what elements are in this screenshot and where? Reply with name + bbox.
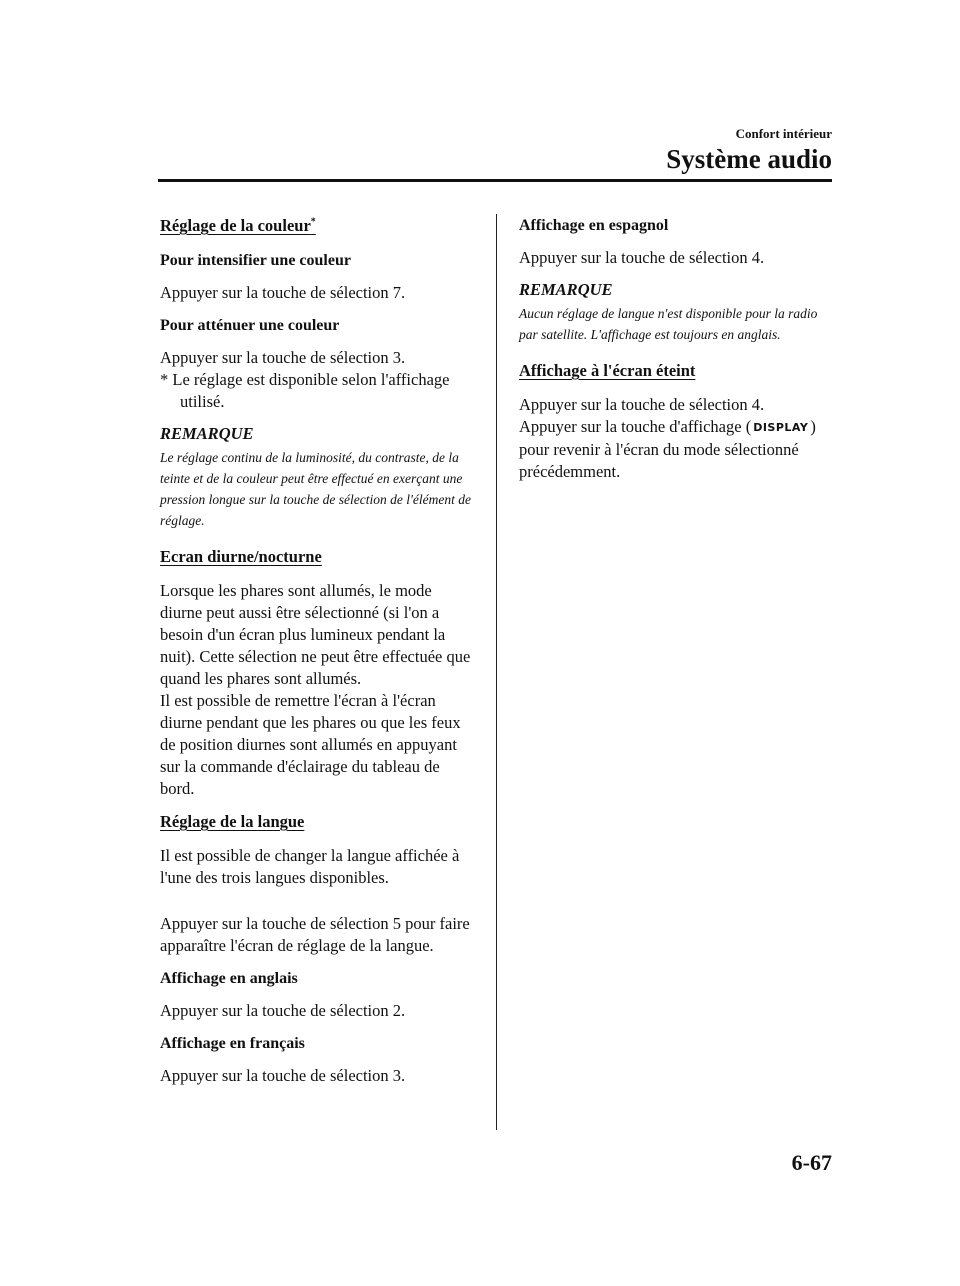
remark-title-right: REMARQUE <box>519 280 613 299</box>
paragraph-ecran-1: Lorsque les phares sont allumés, le mode diurne peut aussi être sélectionné (si l'on a besoin d'un écran plus lumineux pendant la nuit). Cette sélection ne peut être effectuée que quand les phares sont allumés. <box>160 581 471 688</box>
paragraph-eteint-2a: Appuyer sur la touche d'affichage ( <box>519 417 752 436</box>
footnote: * Le réglage est disponible selon l'affichage utilisé. <box>160 370 450 411</box>
section-title-couleur <box>160 214 476 238</box>
display-key-icon: DISPLAY <box>753 421 809 434</box>
section-title-ecran: Ecran diurne/nocturne <box>160 547 322 566</box>
subtitle-anglais: Affichage en anglais <box>160 970 298 987</box>
paragraph-langue-1: Il est possible de changer la langue affichée à l'une des trois langues disponibles. <box>160 846 460 887</box>
section-title-couleur-text: Réglage de la couleur <box>160 216 311 235</box>
paragraph-intensifier: Appuyer sur la touche de sélection 7. <box>160 283 406 302</box>
right-column <box>519 214 835 493</box>
header-rule <box>158 179 832 182</box>
paragraph-eteint-2b: ) pour revenir à l'écran du mode sélectionné précédemment. <box>519 417 816 481</box>
page-number: 6-67 <box>791 1150 832 1175</box>
section-label: Confort intérieur <box>735 126 832 141</box>
paragraph-ecran-2: Il est possible de remettre l'écran à l'écran diurne pendant que les phares ou que les feux de position diurnes sont allumés en appuyant sur la commande d'éclairage du tableau de bord. <box>160 691 461 798</box>
paragraph-attenuer: Appuyer sur la touche de sélection 3. <box>160 348 406 367</box>
availability-mark: * <box>310 216 316 228</box>
remark-title: REMARQUE <box>160 424 254 443</box>
section-title-eteint: Affichage à l'écran éteint <box>519 361 696 380</box>
paragraph-langue-2: Appuyer sur la touche de sélection 5 pour faire apparaître l'écran de réglage de la langue. <box>160 914 470 955</box>
subtitle-attenuer: Pour atténuer une couleur <box>160 317 340 334</box>
subtitle-espagnol: Affichage en espagnol <box>519 217 669 234</box>
paragraph-eteint-1: Appuyer sur la touche de sélection 4. <box>519 395 765 414</box>
remark-body-right: Aucun réglage de langue n'est disponible pour la radio par satellite. L'affichage est toujours en anglais. <box>519 306 818 342</box>
section-title-langue: Réglage de la langue <box>160 812 305 831</box>
left-column <box>160 214 476 1097</box>
paragraph-anglais: Appuyer sur la touche de sélection 2. <box>160 1001 406 1020</box>
paragraph-francais: Appuyer sur la touche de sélection 3. <box>160 1066 406 1085</box>
column-divider <box>496 214 497 1130</box>
paragraph-eteint-2 <box>519 416 835 483</box>
paragraph-espagnol: Appuyer sur la touche de sélection 4. <box>519 248 765 267</box>
chapter-title: Système audio <box>666 144 832 174</box>
remark-body: Le réglage continu de la luminosité, du contraste, de la teinte et de la couleur peut être effectué en exerçant une pression longue sur la touche de sélection de l'élément de réglage. <box>160 450 471 528</box>
subtitle-intensifier: Pour intensifier une couleur <box>160 252 351 269</box>
spacer <box>160 899 476 913</box>
subtitle-francais: Affichage en français <box>160 1035 305 1052</box>
